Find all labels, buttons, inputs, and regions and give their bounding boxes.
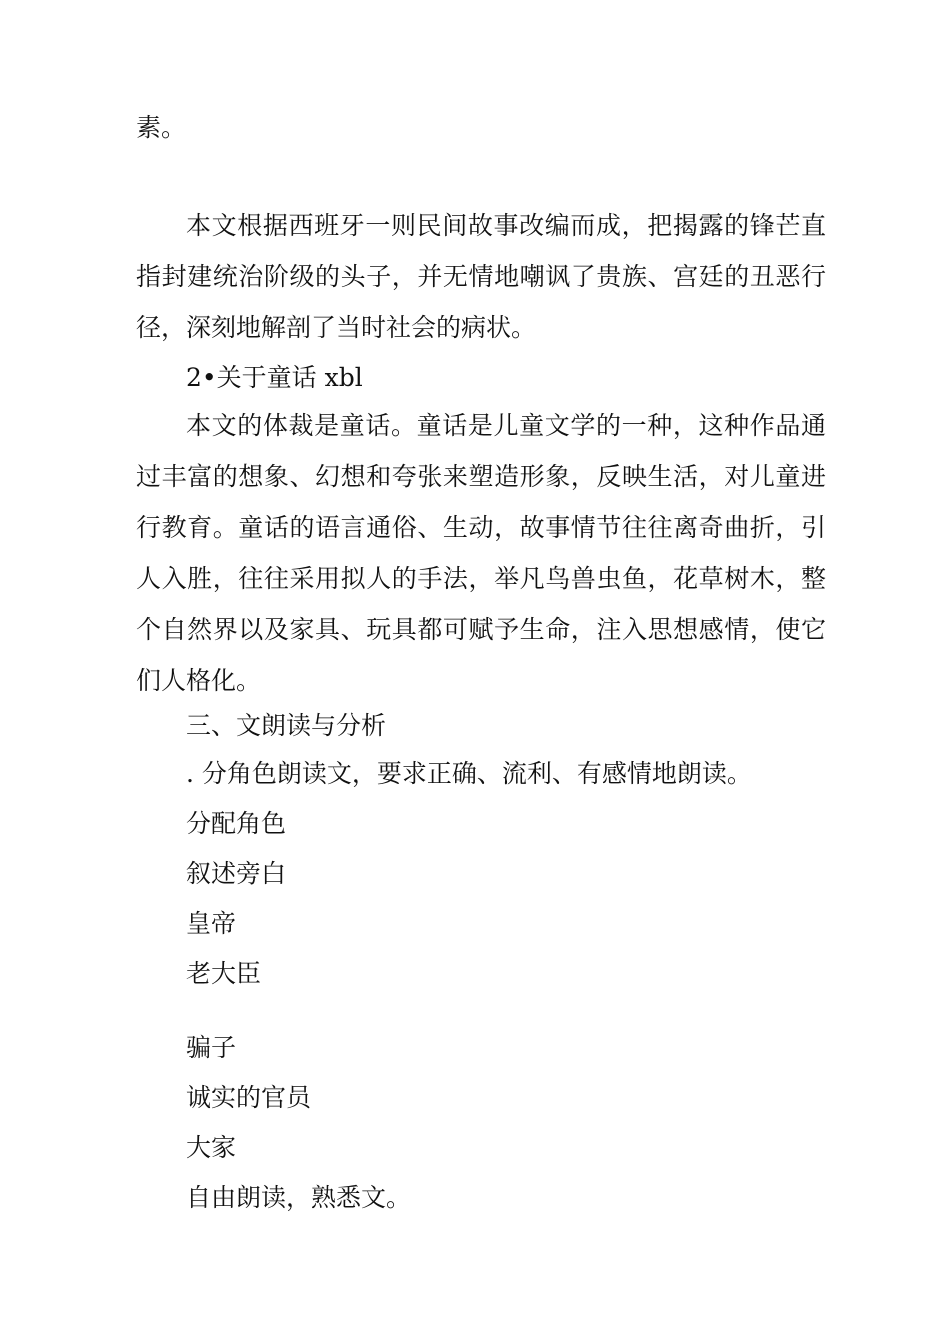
role-item: 叙述旁白	[186, 859, 287, 888]
role-item: 老大臣	[186, 959, 262, 988]
role-item: 诚实的官员	[186, 1083, 312, 1112]
roles-heading: 分配角色	[186, 809, 287, 838]
paragraph-origin: 本文根据西班牙一则民间故事改编而成，把揭露的锋芒直指封建统治阶级的头子，并无情地嘲讽了贵族、宫廷的丑恶行径，深刻地解剖了当时社会的病状。	[136, 211, 826, 342]
role-item: 大家	[186, 1133, 237, 1162]
reading-instruction: . 分角色朗读文，要求正确、流利、有感情地朗读。	[186, 759, 752, 788]
heading-fairy-tale: 2•关于童话 xbl	[186, 363, 363, 392]
role-item: 皇帝	[186, 909, 237, 938]
role-item: 骗子	[186, 1033, 237, 1062]
top-fragment: 素。	[136, 113, 187, 142]
closing-line: 自由朗读，熟悉文。	[186, 1183, 412, 1212]
section-heading: 三、文朗读与分析	[186, 711, 387, 740]
paragraph-fairy-tale: 本文的体裁是童话。童话是儿童文学的一种，这种作品通过丰富的想象、幻想和夸张来塑造形象，反映生活，对儿童进行教育。童话的语言通俗、生动，故事情节往往离奇曲折，引人入胜，往往采用拟人的手法，举凡鸟兽虫鱼，花草树木，整个自然界以及家具、玩具都可赋予生命，注入思想感情，使它们人格化。	[136, 411, 826, 695]
